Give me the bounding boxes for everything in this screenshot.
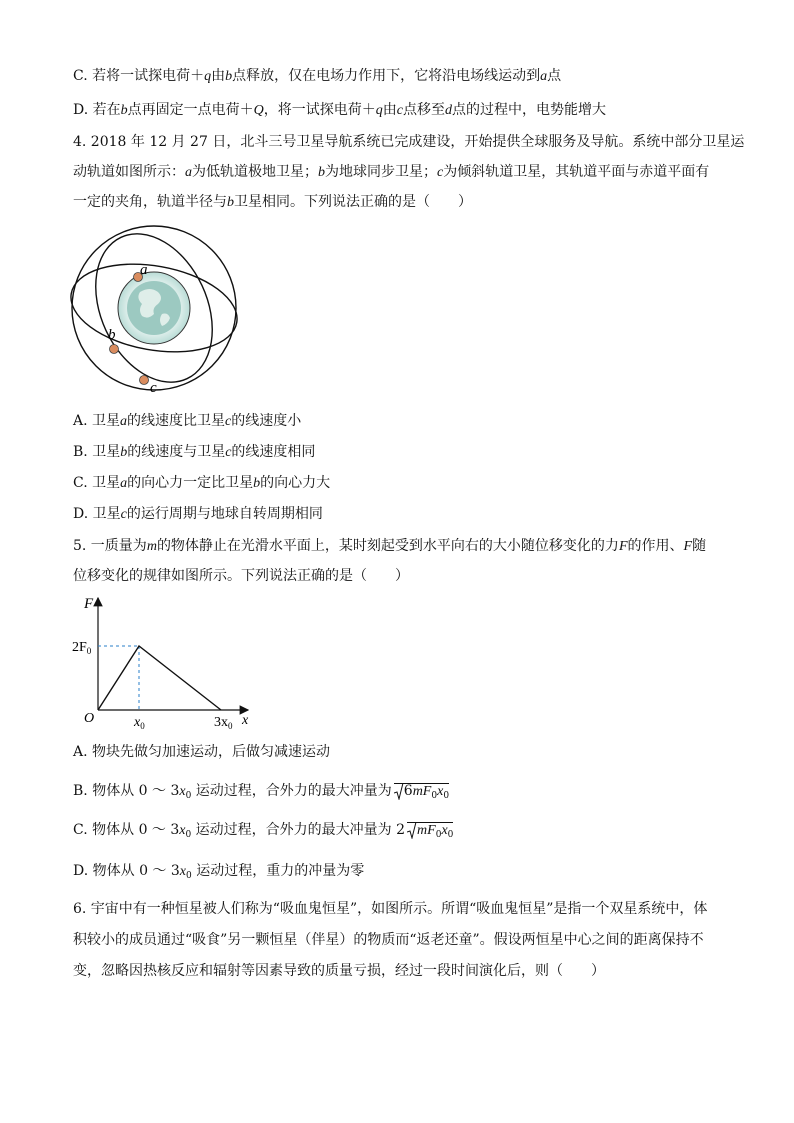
q3-option-c: C. 若将一试探电荷＋q由b点释放，仅在电场力作用下，它将沿电场线运动到a点 [73, 68, 562, 84]
q6-stem-line3: 变，忽略因热核反应和辐射等因素导致的质量亏损，经过一段时间演化后，则（ ） [73, 963, 605, 979]
q4-option-c: C. 卫星a的向心力一定比卫星b的向心力大 [73, 475, 331, 491]
q4-stem-line3: 一定的夹角，轨道半径与b卫星相同。下列说法正确的是（ ） [73, 194, 472, 210]
origin-label: O [84, 711, 95, 726]
y-tick-label: $2F_0$ [72, 640, 92, 656]
y-axis-label: F [84, 596, 94, 612]
x-tick-label-2: $3x_0$ [214, 715, 233, 731]
q5-option-a: A. 物块先做匀加速运动，后做匀减速运动 [73, 744, 331, 760]
q6-stem-line1: 6. 宇宙中有一种恒星被人们称为“吸血鬼恒星”，如图所示。所谓“吸血鬼恒星”是指一个双星系统中，体 [73, 901, 708, 917]
satellite-orbit-figure [70, 222, 245, 394]
q3-option-d: D. 若在b点再固定一点电荷＋Q，将一试探电荷＋q由c点移至d点的过程中，电势能增大 [73, 102, 606, 118]
q5-option-b: B. 物体从 0 ～ $3x_0$ 运动过程，合外力的最大冲量为 $6mF_0x_0$ [73, 782, 449, 805]
force-curve [98, 646, 221, 710]
satellite-c [140, 376, 149, 385]
label-b: b [108, 327, 116, 343]
q5-option-d: D. 物体从 0 ～ $3x_0$ 运动过程，重力的冲量为零 [73, 863, 365, 881]
q4-stem-line1: 4. 2018 年 12 月 27 日，北斗三号卫星导航系统已完成建设，开始提供全球服务及导航。系统中部分卫星运 [73, 134, 745, 150]
satellite-b [110, 345, 119, 354]
label-a: a [140, 262, 148, 278]
label-c: c [150, 380, 157, 394]
x-tick-label-1: $x_0$ [134, 715, 145, 731]
sqrt-expression: $6mF_0x_0$ [394, 782, 449, 805]
sqrt-expression: $mF_0x_0$ [407, 821, 453, 844]
q5-option-c: C. 物体从 0 ～ $3x_0$ 运动过程，合外力的最大冲量为 2 $mF_0x_0$ [73, 821, 453, 844]
x-axis-label: x [242, 713, 249, 728]
q5-stem-line1: 5. 一质量为m的物体静止在光滑水平面上，某时刻起受到水平向右的大小随位移变化的力F的作用、F随 [73, 538, 707, 554]
q4-stem-line2: 动轨道如图所示：a为低轨道极地卫星；b为地球同步卫星；c为倾斜轨道卫星，其轨道平面与赤道平面有 [73, 164, 710, 180]
q4-option-b: B. 卫星b的线速度与卫星c的线速度相同 [73, 444, 316, 460]
q4-option-a: A. 卫星a的线速度比卫星c的线速度小 [73, 413, 302, 429]
q4-option-d: D. 卫星c的运行周期与地球自转周期相同 [73, 506, 323, 522]
force-displacement-graph [70, 592, 260, 732]
q6-stem-line2: 积较小的成员通过“吸食”另一颗恒星（伴星）的物质而“返老还童”。假设两恒星中心之间的距离保持不 [73, 932, 704, 948]
q5-stem-line2: 位移变化的规律如图所示。下列说法正确的是（ ） [73, 568, 409, 584]
